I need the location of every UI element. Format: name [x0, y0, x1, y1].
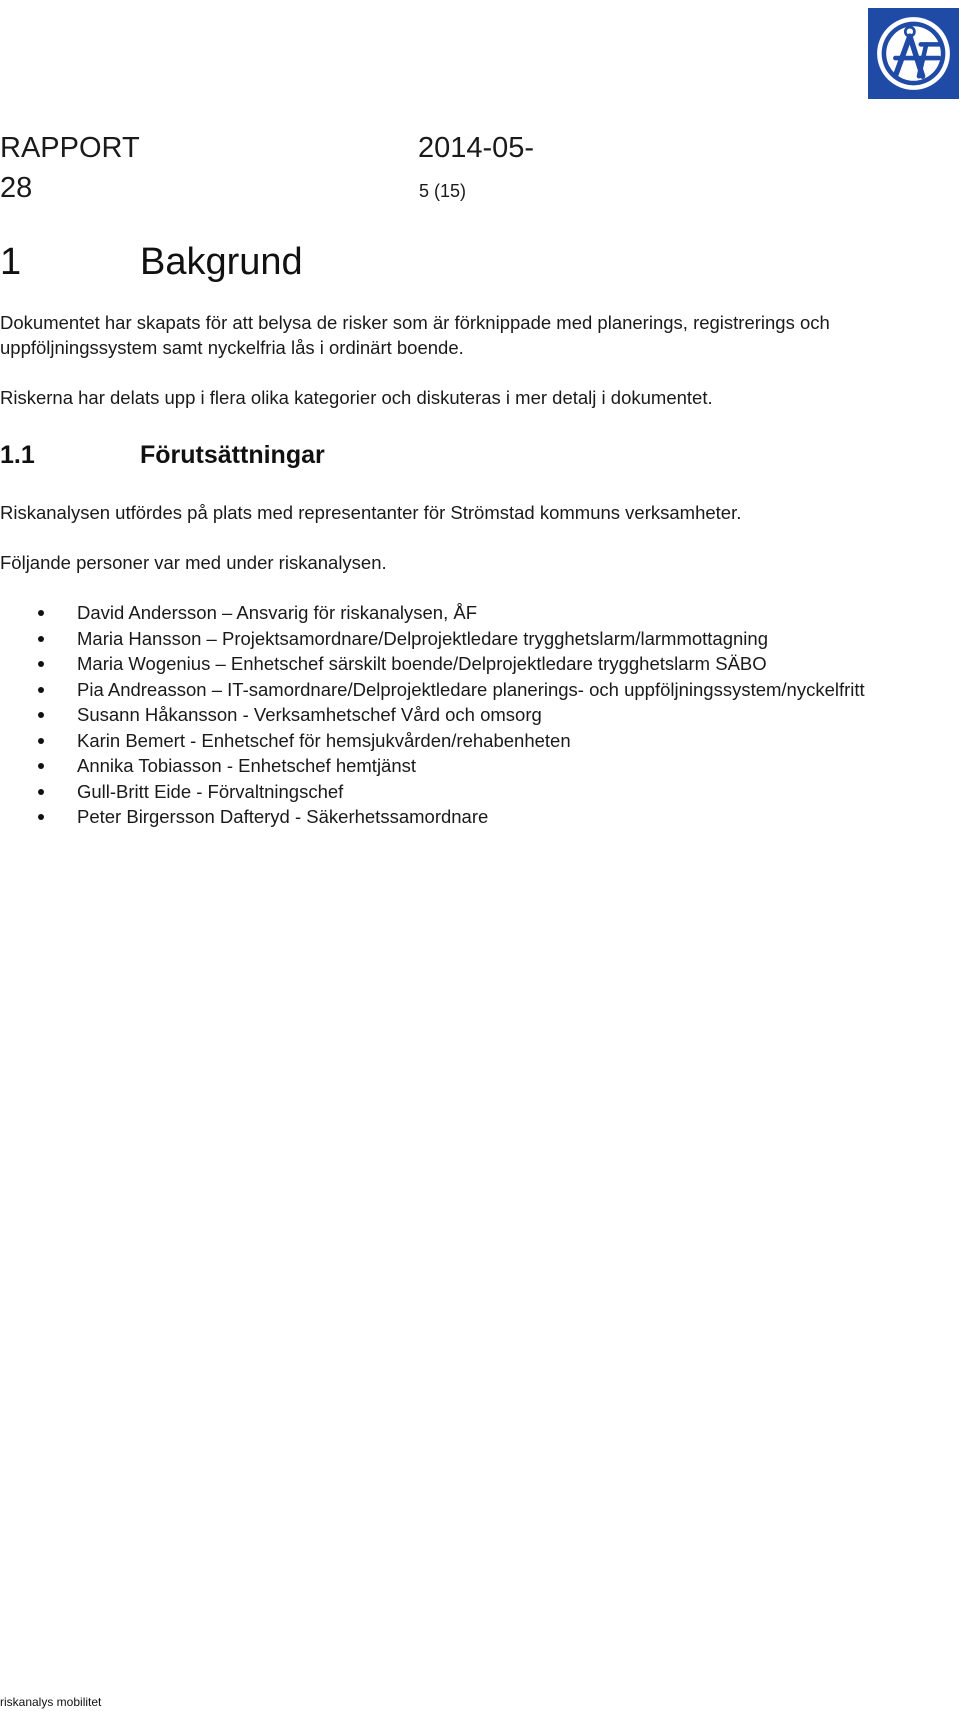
bullet-icon [38, 738, 44, 744]
bullet-icon [38, 712, 44, 718]
analysis-paragraph: Riskanalysen utfördes på plats med representanter för Strömstad kommuns verksamheter. [0, 502, 742, 523]
participant-text: Pia Andreasson – IT-samordnare/Delprojektledare planerings- och uppföljningssystem/nyckelfritt [77, 678, 865, 700]
intro-paragraph: Dokumentet har skapats för att belysa de risker som är förknippade med planerings, registrerings och uppföljningssystem samt nyckelfria lås i ordinärt boende. [0, 312, 830, 358]
af-logo-icon [868, 8, 959, 99]
participants-intro: Följande personer var med under riskanalysen. [0, 552, 387, 573]
participant-text: Susann Håkansson - Verksamhetschef Vård och omsorg [77, 704, 542, 725]
page-footer: riskanalys mobilitet [0, 1695, 102, 1709]
list-item [0, 677, 900, 703]
bullet-icon [38, 687, 44, 693]
bullet-icon [38, 610, 44, 616]
bullet-icon [38, 763, 44, 769]
participant-text: Maria Hansson – Projektsamordnare/Delprojektledare trygghetslarm/larmmottagning [77, 627, 768, 649]
participant-text: Maria Wogenius – Enhetschef särskilt boende/Delprojektledare trygghetslarm SÄBO [77, 653, 767, 674]
participant-text: David Andersson – Ansvarig för riskanalysen, ÅF [77, 602, 477, 623]
participant-text: Gull-Britt Eide - Förvaltningschef [77, 780, 344, 802]
section-number: 1 [0, 241, 22, 283]
categories-paragraph: Riskerna har delats upp i flera olika kategorier och diskuteras i mer detalj i dokumentet. [0, 387, 713, 408]
bullet-icon [38, 789, 44, 795]
participant-text: Karin Bemert - Enhetschef för hemsjukvården/rehabenheten [77, 729, 571, 751]
participant-text: Annika Tobiasson - Enhetschef hemtjänst [77, 755, 417, 776]
list-item [0, 626, 900, 652]
list-item [0, 728, 900, 754]
list-item [0, 753, 900, 779]
participant-text: Peter Birgersson Dafteryd - Säkerhetssamordnare [77, 806, 489, 827]
report-date-part-2: 28 [0, 172, 33, 204]
page-number: 5 (15) [419, 181, 467, 201]
list-item [0, 600, 900, 626]
list-item [0, 779, 900, 805]
bullet-icon [38, 636, 44, 642]
subsection-title: Förutsättningar [140, 441, 325, 469]
participant-list [0, 600, 900, 830]
bullet-icon [38, 661, 44, 667]
subsection-number: 1.1 [0, 441, 35, 469]
report-date-part-1: 2014-05- [418, 132, 535, 164]
report-label: RAPPORT [0, 132, 140, 164]
list-item [0, 702, 900, 728]
bullet-icon [38, 814, 44, 820]
section-title: Bakgrund [140, 241, 303, 283]
list-item [0, 651, 900, 677]
list-item [0, 804, 900, 830]
